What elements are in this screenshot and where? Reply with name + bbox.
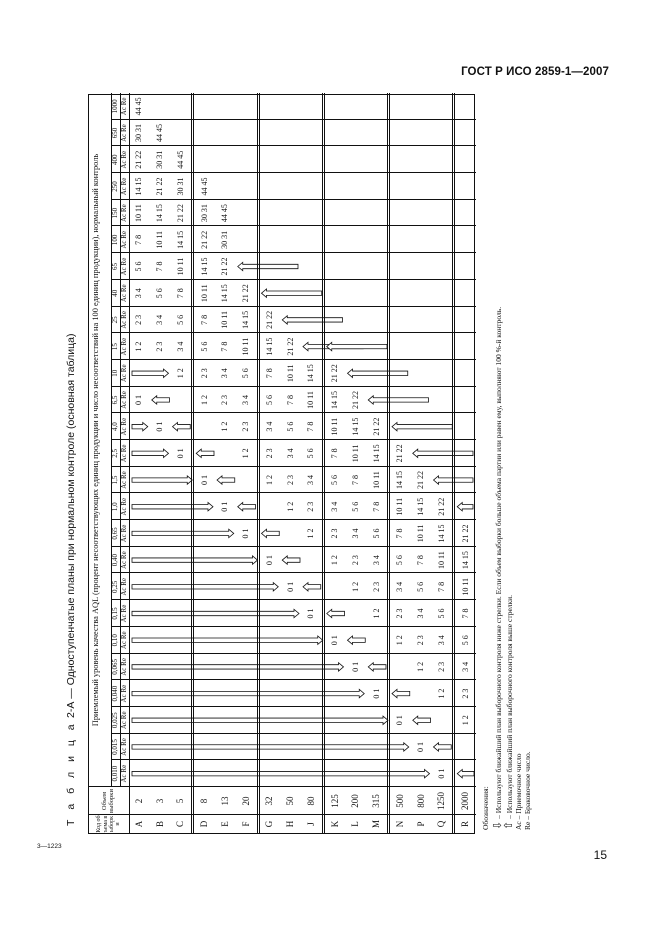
ac-re-value: 14 15 [264, 337, 274, 356]
ac-re-value: 14 15 [175, 230, 185, 249]
footer-code: 3—1223 [37, 843, 62, 850]
ac-re-value: 3 4 [306, 475, 316, 486]
ac-re-value: 1 2 [460, 715, 470, 726]
ac-re-value: 2 3 [436, 661, 446, 672]
ac-re-value: 1 2 [395, 635, 405, 646]
up-arrow-icon [282, 316, 342, 324]
ac-re-value: 0 1 [436, 768, 446, 779]
aql-value: 25 [111, 316, 119, 324]
ac-re-value: 21 22 [241, 284, 251, 303]
up-arrow-icon [457, 769, 474, 777]
aql-value: 65 [111, 263, 119, 271]
legend-ac [514, 754, 523, 831]
aql-value: 1000 [111, 99, 119, 114]
ac-re-value: 5 6 [155, 288, 165, 299]
down-arrow-icon [132, 663, 344, 671]
ac-re-label: Ac Re [120, 711, 128, 730]
row-code: G [264, 820, 275, 828]
up-arrow-icon [282, 556, 300, 564]
row-sample-size: 5 [175, 798, 186, 804]
up-arrow-icon [262, 529, 280, 537]
ac-re-value: 3 4 [371, 555, 381, 566]
header-sample-size: Объем выборки [101, 789, 115, 813]
ac-re-value: 10 11 [416, 524, 426, 543]
row-code: Q [436, 820, 447, 828]
row-sample-size: 800 [415, 794, 426, 808]
aql-value: 100 [111, 234, 119, 246]
ac-re-value: 1 2 [220, 421, 230, 432]
ac-re-value: 5 6 [285, 421, 295, 432]
ac-re-label: Ac Re [120, 364, 128, 383]
ac-re-value: 30 31 [134, 124, 144, 143]
ac-re-value: 44 45 [175, 150, 185, 169]
ac-re-value: 2 3 [264, 448, 274, 459]
ac-re-value: 21 22 [416, 471, 426, 490]
down-arrow-icon [132, 689, 364, 697]
up-arrow-icon [368, 396, 428, 404]
ac-re-value: 14 15 [199, 257, 209, 276]
aql-value: 250 [111, 181, 119, 192]
ac-re-value: 7 8 [460, 608, 470, 619]
aql-value: 400 [111, 154, 119, 165]
ac-re-value: 3 4 [436, 635, 446, 646]
aql-value: 0,065 [111, 659, 119, 675]
ac-re-value: 3 4 [220, 368, 230, 379]
up-arrow-icon [457, 503, 473, 511]
ac-re-value: 3 4 [155, 314, 165, 325]
legend-symbol: Re [523, 821, 532, 830]
ac-re-value: 7 8 [371, 501, 381, 512]
ac-re-value: 10 11 [460, 577, 470, 596]
ac-re-value: 1 2 [416, 661, 426, 672]
ac-re-label: Ac Re [120, 471, 128, 489]
ac-re-value: 1 2 [241, 448, 251, 459]
ac-re-value: 21 22 [460, 524, 470, 543]
ac-re-value: 7 8 [350, 475, 360, 486]
ac-re-value: 21 22 [350, 390, 360, 409]
ac-re-value: 7 8 [416, 555, 426, 566]
ac-re-value: 21 22 [134, 150, 144, 169]
row-sample-size: 1250 [436, 792, 447, 810]
ac-re-value: 44 45 [155, 124, 165, 143]
ac-re-value: 1 2 [330, 555, 340, 566]
ac-re-value: 5 6 [371, 528, 381, 539]
page-number: 15 [593, 848, 607, 862]
up-arrow-icon [348, 369, 408, 377]
ac-re-value: 1 2 [371, 608, 381, 619]
ac-re-value: 14 15 [416, 497, 426, 516]
ac-re-label: Ac Re [120, 497, 128, 516]
ac-re-value: 14 15 [241, 310, 251, 329]
ac-re-value: 7 8 [199, 314, 209, 325]
ac-re-value: 5 6 [436, 608, 446, 619]
aql-value: 6,5 [111, 395, 119, 405]
ac-re-value: 3 4 [460, 661, 470, 672]
ac-re-value: 1 2 [436, 688, 446, 699]
grid-line [191, 93, 192, 833]
ac-re-label: Ac Re [120, 604, 128, 623]
up-arrow-icon: ⇧ [503, 820, 515, 830]
row-sample-size: 2000 [460, 792, 471, 810]
ac-re-value: 10 11 [436, 551, 446, 569]
row-code: K [329, 820, 340, 828]
ac-re-value: 5 6 [241, 368, 251, 379]
ac-re-value: 10 11 [199, 284, 209, 303]
grid-line [452, 93, 453, 833]
sampling-plan-table [88, 94, 475, 834]
ac-re-value: 5 6 [264, 394, 274, 405]
row-code: M [371, 820, 382, 829]
aql-value: 150 [111, 207, 119, 219]
aql-value: 0,010 [111, 765, 119, 782]
ac-re-label: Ac Re [120, 444, 128, 463]
ac-re-value: 21 22 [175, 204, 185, 223]
aql-value: 0,025 [111, 712, 119, 729]
up-arrow-icon [196, 449, 214, 457]
ac-re-value: 30 31 [175, 177, 185, 196]
down-arrow-icon [132, 636, 323, 644]
row-sample-size: 500 [394, 794, 405, 808]
down-arrow-icon [132, 743, 409, 751]
ac-re-value: 2 3 [306, 501, 316, 512]
ac-re-value: 3 4 [134, 288, 144, 299]
ac-re-value: 21 22 [371, 417, 381, 436]
ac-re-label: Ac Re [120, 97, 128, 116]
ac-re-value: 3 4 [264, 421, 274, 432]
ac-re-value: 14 15 [436, 524, 446, 543]
legend-re [523, 751, 532, 830]
ac-re-value: 2 3 [395, 608, 405, 619]
grid-line [111, 706, 476, 707]
aql-value: 0,15 [111, 607, 119, 620]
ac-re-label: Ac Re [120, 150, 128, 169]
ac-re-label: Ac Re [120, 311, 128, 329]
ac-re-label: Ac Re [120, 551, 128, 569]
ac-re-value: 14 15 [330, 390, 340, 409]
up-arrow-icon [413, 449, 473, 457]
aql-value: 650 [111, 127, 119, 139]
ac-re-value: 0 1 [395, 715, 405, 726]
down-arrow-icon [132, 529, 234, 537]
ac-re-value: 21 22 [285, 337, 295, 356]
ac-re-value: 21 22 [436, 497, 446, 516]
ac-re-value: 2 3 [460, 688, 470, 699]
ac-re-value: 10 11 [155, 230, 165, 249]
ac-re-value: 5 6 [460, 635, 470, 646]
up-arrow-icon [327, 609, 345, 617]
ac-re-label: Ac Re [120, 204, 128, 222]
ac-re-value: 10 11 [220, 311, 230, 329]
aql-value: 15 [111, 343, 119, 351]
up-arrow-icon [368, 663, 386, 671]
aql-value: 0,40 [111, 554, 119, 567]
row-code: E [219, 821, 230, 827]
row-sample-size: 50 [285, 796, 296, 806]
ac-re-value: 0 1 [134, 394, 144, 405]
ac-re-value: 7 8 [175, 288, 185, 299]
down-arrow-icon [132, 476, 192, 484]
ac-re-value: 5 6 [199, 341, 209, 352]
ac-re-value: 0 1 [199, 475, 209, 486]
row-code: R [460, 821, 471, 828]
row-sample-size: 13 [219, 796, 230, 806]
ac-re-value: 14 15 [371, 444, 381, 463]
up-arrow-icon [348, 636, 366, 644]
row-code: P [415, 821, 426, 827]
ac-re-value: 10 11 [285, 364, 295, 383]
ac-re-value: 10 11 [175, 257, 185, 276]
ac-re-value: 21 22 [330, 364, 340, 383]
ac-re-value: 7 8 [134, 234, 144, 245]
ac-re-label: Ac Re [120, 738, 128, 756]
ac-re-value: 0 1 [220, 501, 230, 512]
standard-header: ГОСТ Р ИСО 2859-1—2007 [461, 66, 609, 78]
ac-re-label: Ac Re [120, 417, 128, 436]
ac-re-value: 5 6 [395, 555, 405, 566]
caption-title: 2-А — Одноступенчатые планы при нормальном контроле (основная таблица) [65, 333, 77, 718]
header-aql-title: Приемлемый уровень качества AQL (процент несоответствующих единиц продукции и число несоответствий на 100 единиц продукции), нормальный контроль [91, 153, 100, 727]
ac-re-label: Ac Re [120, 177, 128, 196]
ac-re-value: 3 4 [241, 394, 251, 405]
row-code: L [350, 821, 361, 827]
ac-re-value: 0 1 [416, 741, 426, 752]
ac-re-value: 10 11 [395, 497, 405, 516]
ac-re-value: 3 4 [350, 528, 360, 539]
ac-re-value: 21 22 [199, 230, 209, 249]
ac-re-label: Ac Re [120, 337, 128, 356]
ac-re-value: 0 1 [330, 635, 340, 646]
up-arrow-icon [392, 689, 410, 697]
ac-re-value: 3 4 [285, 448, 295, 459]
up-arrow-icon [434, 743, 452, 751]
aql-value: 0,25 [111, 580, 119, 593]
up-arrow-icon [392, 422, 452, 430]
legend-text: – Используют ближайший план выборочного контроля выше стрелки. [505, 594, 514, 819]
ac-re-value: 21 22 [395, 444, 405, 463]
ac-re-value: 1 2 [175, 368, 185, 379]
ac-re-value: 7 8 [264, 368, 274, 379]
ac-re-value: 0 1 [306, 608, 316, 619]
grid-line [322, 93, 323, 833]
ac-re-value: 5 6 [306, 448, 316, 459]
ac-re-value: 0 1 [350, 661, 360, 672]
ac-re-value: 30 31 [199, 204, 209, 223]
ac-re-value: 0 1 [241, 528, 251, 539]
ac-re-value: 0 1 [264, 555, 274, 566]
ac-re-value: 0 1 [175, 448, 185, 459]
ac-re-value: 5 6 [416, 581, 426, 592]
ac-re-value: 5 6 [134, 261, 144, 272]
row-sample-size: 125 [329, 794, 340, 808]
ac-re-value: 7 8 [306, 421, 316, 432]
up-arrow-icon [262, 289, 322, 297]
ac-re-label: Ac Re [120, 631, 128, 650]
down-arrow-icon [132, 503, 213, 511]
grid-line [257, 93, 258, 833]
ac-re-value: 0 1 [285, 581, 295, 592]
ac-re-label: Ac Re [120, 658, 128, 676]
row-code: D [199, 820, 210, 828]
ac-re-value: 2 3 [371, 581, 381, 592]
ac-re-value: 2 3 [285, 475, 295, 486]
down-arrow-icon [132, 369, 169, 377]
legend-text: – Браковочное число. [523, 751, 532, 820]
up-arrow-icon [217, 476, 235, 484]
ac-re-value: 5 6 [330, 475, 340, 486]
ac-re-value: 21 22 [264, 310, 274, 329]
ac-re-value: 14 15 [460, 551, 470, 570]
down-arrow-icon [132, 769, 430, 777]
aql-value: 10 [111, 369, 119, 377]
legend-symbol: Ac [514, 821, 523, 830]
row-sample-size: 200 [350, 794, 361, 808]
down-arrow-icon: ⇩ [492, 820, 504, 830]
ac-re-value: 3 4 [395, 581, 405, 592]
ac-re-value: 3 4 [175, 341, 185, 352]
up-arrow-icon [238, 503, 256, 511]
ac-re-value: 10 11 [241, 337, 251, 356]
ac-re-label: Ac Re [120, 764, 128, 783]
ac-re-value: 7 8 [285, 394, 295, 405]
row-sample-size: 315 [371, 794, 382, 808]
row-sample-size: 2 [133, 798, 144, 804]
aql-value: 1,5 [111, 475, 119, 485]
ac-re-value: 5 6 [350, 501, 360, 512]
grid-line [387, 93, 388, 833]
ac-re-value: 14 15 [134, 177, 144, 196]
ac-re-label: Ac Re [120, 230, 128, 249]
ac-re-value: 14 15 [306, 364, 316, 383]
ac-re-value: 10 11 [330, 417, 340, 436]
ac-re-value: 1 2 [306, 528, 316, 539]
legend-title: Обозначения: [481, 786, 490, 830]
down-arrow-icon [132, 609, 299, 617]
up-arrow-icon [303, 583, 321, 591]
down-arrow-icon [132, 716, 388, 724]
ac-re-value: 7 8 [220, 341, 230, 352]
aql-value: 4,0 [111, 422, 119, 432]
up-arrow-icon [173, 422, 191, 430]
ac-re-label: Ac Re [120, 577, 128, 596]
aql-value: 0,040 [111, 685, 119, 702]
row-sample-size: 8 [199, 798, 210, 804]
aql-value: 0,015 [111, 739, 119, 755]
ac-re-label: Ac Re [120, 524, 128, 543]
up-arrow-icon [238, 262, 298, 270]
aql-value: 1,0 [111, 502, 119, 512]
ac-re-label: Ac Re [120, 257, 128, 276]
caption-label: Т а б л и ц а [65, 720, 77, 826]
ac-re-value: 1 2 [134, 341, 144, 352]
ac-re-value: 7 8 [330, 448, 340, 459]
up-arrow-icon [327, 342, 387, 350]
ac-re-value: 14 15 [350, 417, 360, 436]
row-code: A [133, 820, 144, 828]
up-arrow-icon [152, 396, 170, 404]
row-code: H [285, 820, 296, 828]
ac-re-value: 30 31 [155, 150, 165, 169]
ac-re-label: Ac Re [120, 684, 128, 703]
down-arrow-icon [132, 556, 258, 564]
ac-re-value: 10 11 [371, 471, 381, 489]
ac-re-value: 0 1 [371, 688, 381, 699]
table-caption [65, 334, 77, 826]
rotated-table-block [65, 94, 532, 834]
ac-re-value: 21 22 [155, 177, 165, 196]
ac-re-value: 10 11 [306, 391, 316, 409]
header-sample-size-code: Код объема выборки [96, 815, 122, 833]
ac-re-value: 1 2 [350, 581, 360, 592]
aql-value: 40 [111, 289, 119, 297]
ac-re-value: 14 15 [155, 204, 165, 223]
row-code: N [394, 820, 405, 828]
aql-value: 0,10 [111, 634, 119, 647]
ac-re-value: 30 31 [220, 230, 230, 249]
ac-re-value: 1 2 [199, 394, 209, 405]
ac-re-value: 0 1 [155, 421, 165, 432]
legend-text: – Используют ближайший план выборочного контроля ниже стрелки. Если объем выборки больше объема партии или равен ему, выполняют 100 %-й контроль. [494, 306, 503, 819]
row-code: F [240, 821, 251, 827]
ac-re-value: 44 45 [220, 204, 230, 223]
row-sample-size: 3 [154, 798, 165, 804]
ac-re-value: 2 3 [199, 368, 209, 379]
ac-re-value: 2 3 [350, 555, 360, 566]
aql-value: 2,5 [111, 448, 119, 458]
aql-value: 0,65 [111, 527, 119, 540]
ac-re-value: 5 6 [175, 314, 185, 325]
ac-re-value: 14 15 [395, 471, 405, 490]
ac-re-label: Ac Re [120, 124, 128, 142]
row-code: B [154, 821, 165, 828]
ac-re-value: 7 8 [395, 528, 405, 539]
ac-re-value: 2 3 [330, 528, 340, 539]
ac-re-value: 1 2 [264, 475, 274, 486]
ac-re-value: 2 3 [416, 635, 426, 646]
down-arrow-icon [132, 449, 169, 457]
ac-re-value: 14 15 [220, 284, 230, 303]
ac-re-value: 44 45 [199, 177, 209, 196]
ac-re-value: 3 4 [330, 501, 340, 512]
row-sample-size: 32 [264, 796, 275, 806]
row-code: C [175, 821, 186, 828]
ac-re-value: 3 4 [416, 608, 426, 619]
ac-re-label: Ac Re [120, 391, 128, 409]
ac-re-value: 44 45 [134, 97, 144, 116]
row-code: J [305, 822, 316, 826]
ac-re-value: 7 8 [436, 581, 446, 592]
ac-re-value: 10 11 [134, 204, 144, 222]
down-arrow-icon [132, 422, 148, 430]
ac-re-value: 2 3 [155, 341, 165, 352]
up-arrow-icon [434, 476, 474, 484]
up-arrow-icon [413, 716, 431, 724]
ac-re-label: Ac Re [120, 284, 128, 303]
ac-re-value: 2 3 [134, 314, 144, 325]
ac-re-value: 1 2 [285, 501, 295, 512]
ac-re-value: 2 3 [220, 394, 230, 405]
row-sample-size: 20 [240, 796, 251, 806]
ac-re-value: 10 11 [350, 444, 360, 463]
ac-re-value: 21 22 [220, 257, 230, 276]
row-sample-size: 80 [305, 796, 316, 806]
ac-re-value: 2 3 [241, 421, 251, 432]
ac-re-value: 7 8 [155, 261, 165, 272]
legend-text: – Приемочное число [514, 753, 523, 820]
